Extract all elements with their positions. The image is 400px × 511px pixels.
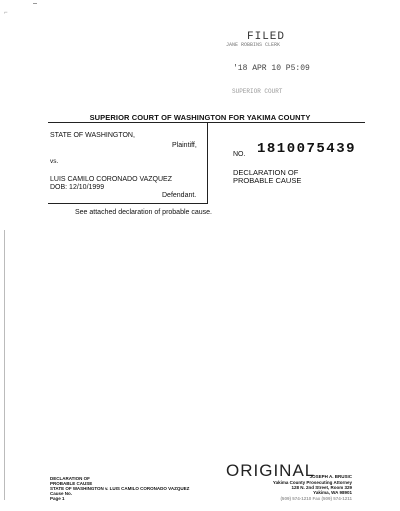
caption-divider <box>207 123 208 203</box>
filed-stamp-office: JANE ROBBINS CLERK <box>226 42 281 48</box>
footer-right-line5: (509) 574-1210 Fax (509) 574-1211 <box>280 496 352 501</box>
footer-right-line1: JOSEPH A. BRUSIC <box>309 474 352 479</box>
defendant-dob: DOB: 12/10/1999 <box>50 184 105 191</box>
court-title: SUPERIOR COURT OF WASHINGTON FOR YAKIMA COUNTY <box>89 113 311 122</box>
footer-left-line4: Cause No. <box>50 491 73 496</box>
scan-tick-mark <box>33 3 37 4</box>
case-number: 1810075439 <box>257 141 357 157</box>
caption-bottom-rule <box>48 203 208 204</box>
footer-right-line2: Yakima County Prosecuting Attorney <box>272 480 352 485</box>
left-margin-line <box>4 230 5 500</box>
document-title-line2: PROBABLE CAUSE <box>233 176 302 185</box>
body-text: See attached declaration of probable cause. <box>75 209 212 216</box>
defendant-name: LUIS CAMILO CORONADO VAZQUEZ <box>50 176 172 183</box>
filed-stamp: FILED <box>247 31 286 43</box>
filed-stamp-clerk: SUPERIOR COURT <box>232 88 283 95</box>
versus-label: vs. <box>50 158 59 165</box>
original-stamp: ORIGINAL <box>226 461 316 480</box>
footer-left-line2: PROBABLE CAUSE <box>50 481 93 486</box>
footer-left-line5: Page 1 <box>50 496 65 501</box>
footer-left-line3: STATE OF WASHINGTON v. LUIS CAMILO CORONADO VAZQUEZ <box>50 486 190 491</box>
case-number-label: NO. <box>233 151 246 158</box>
footer-left-line1: DECLARATION OF <box>50 476 90 481</box>
filed-stamp-date: '18 APR 10 P5:09 <box>233 64 310 73</box>
plaintiff-name: STATE OF WASHINGTON, <box>50 132 135 139</box>
scan-corner-mark: ⌐ <box>4 10 8 16</box>
footer-right-line3: 128 N. 2nd Street, Room 329 <box>291 485 352 490</box>
plaintiff-role: Plaintiff, <box>172 142 197 149</box>
defendant-role: Defendant. <box>162 192 197 199</box>
document-title-line1: DECLARATION OF <box>233 168 299 177</box>
footer-right-line4: Yakima, WA 98901 <box>313 490 352 495</box>
